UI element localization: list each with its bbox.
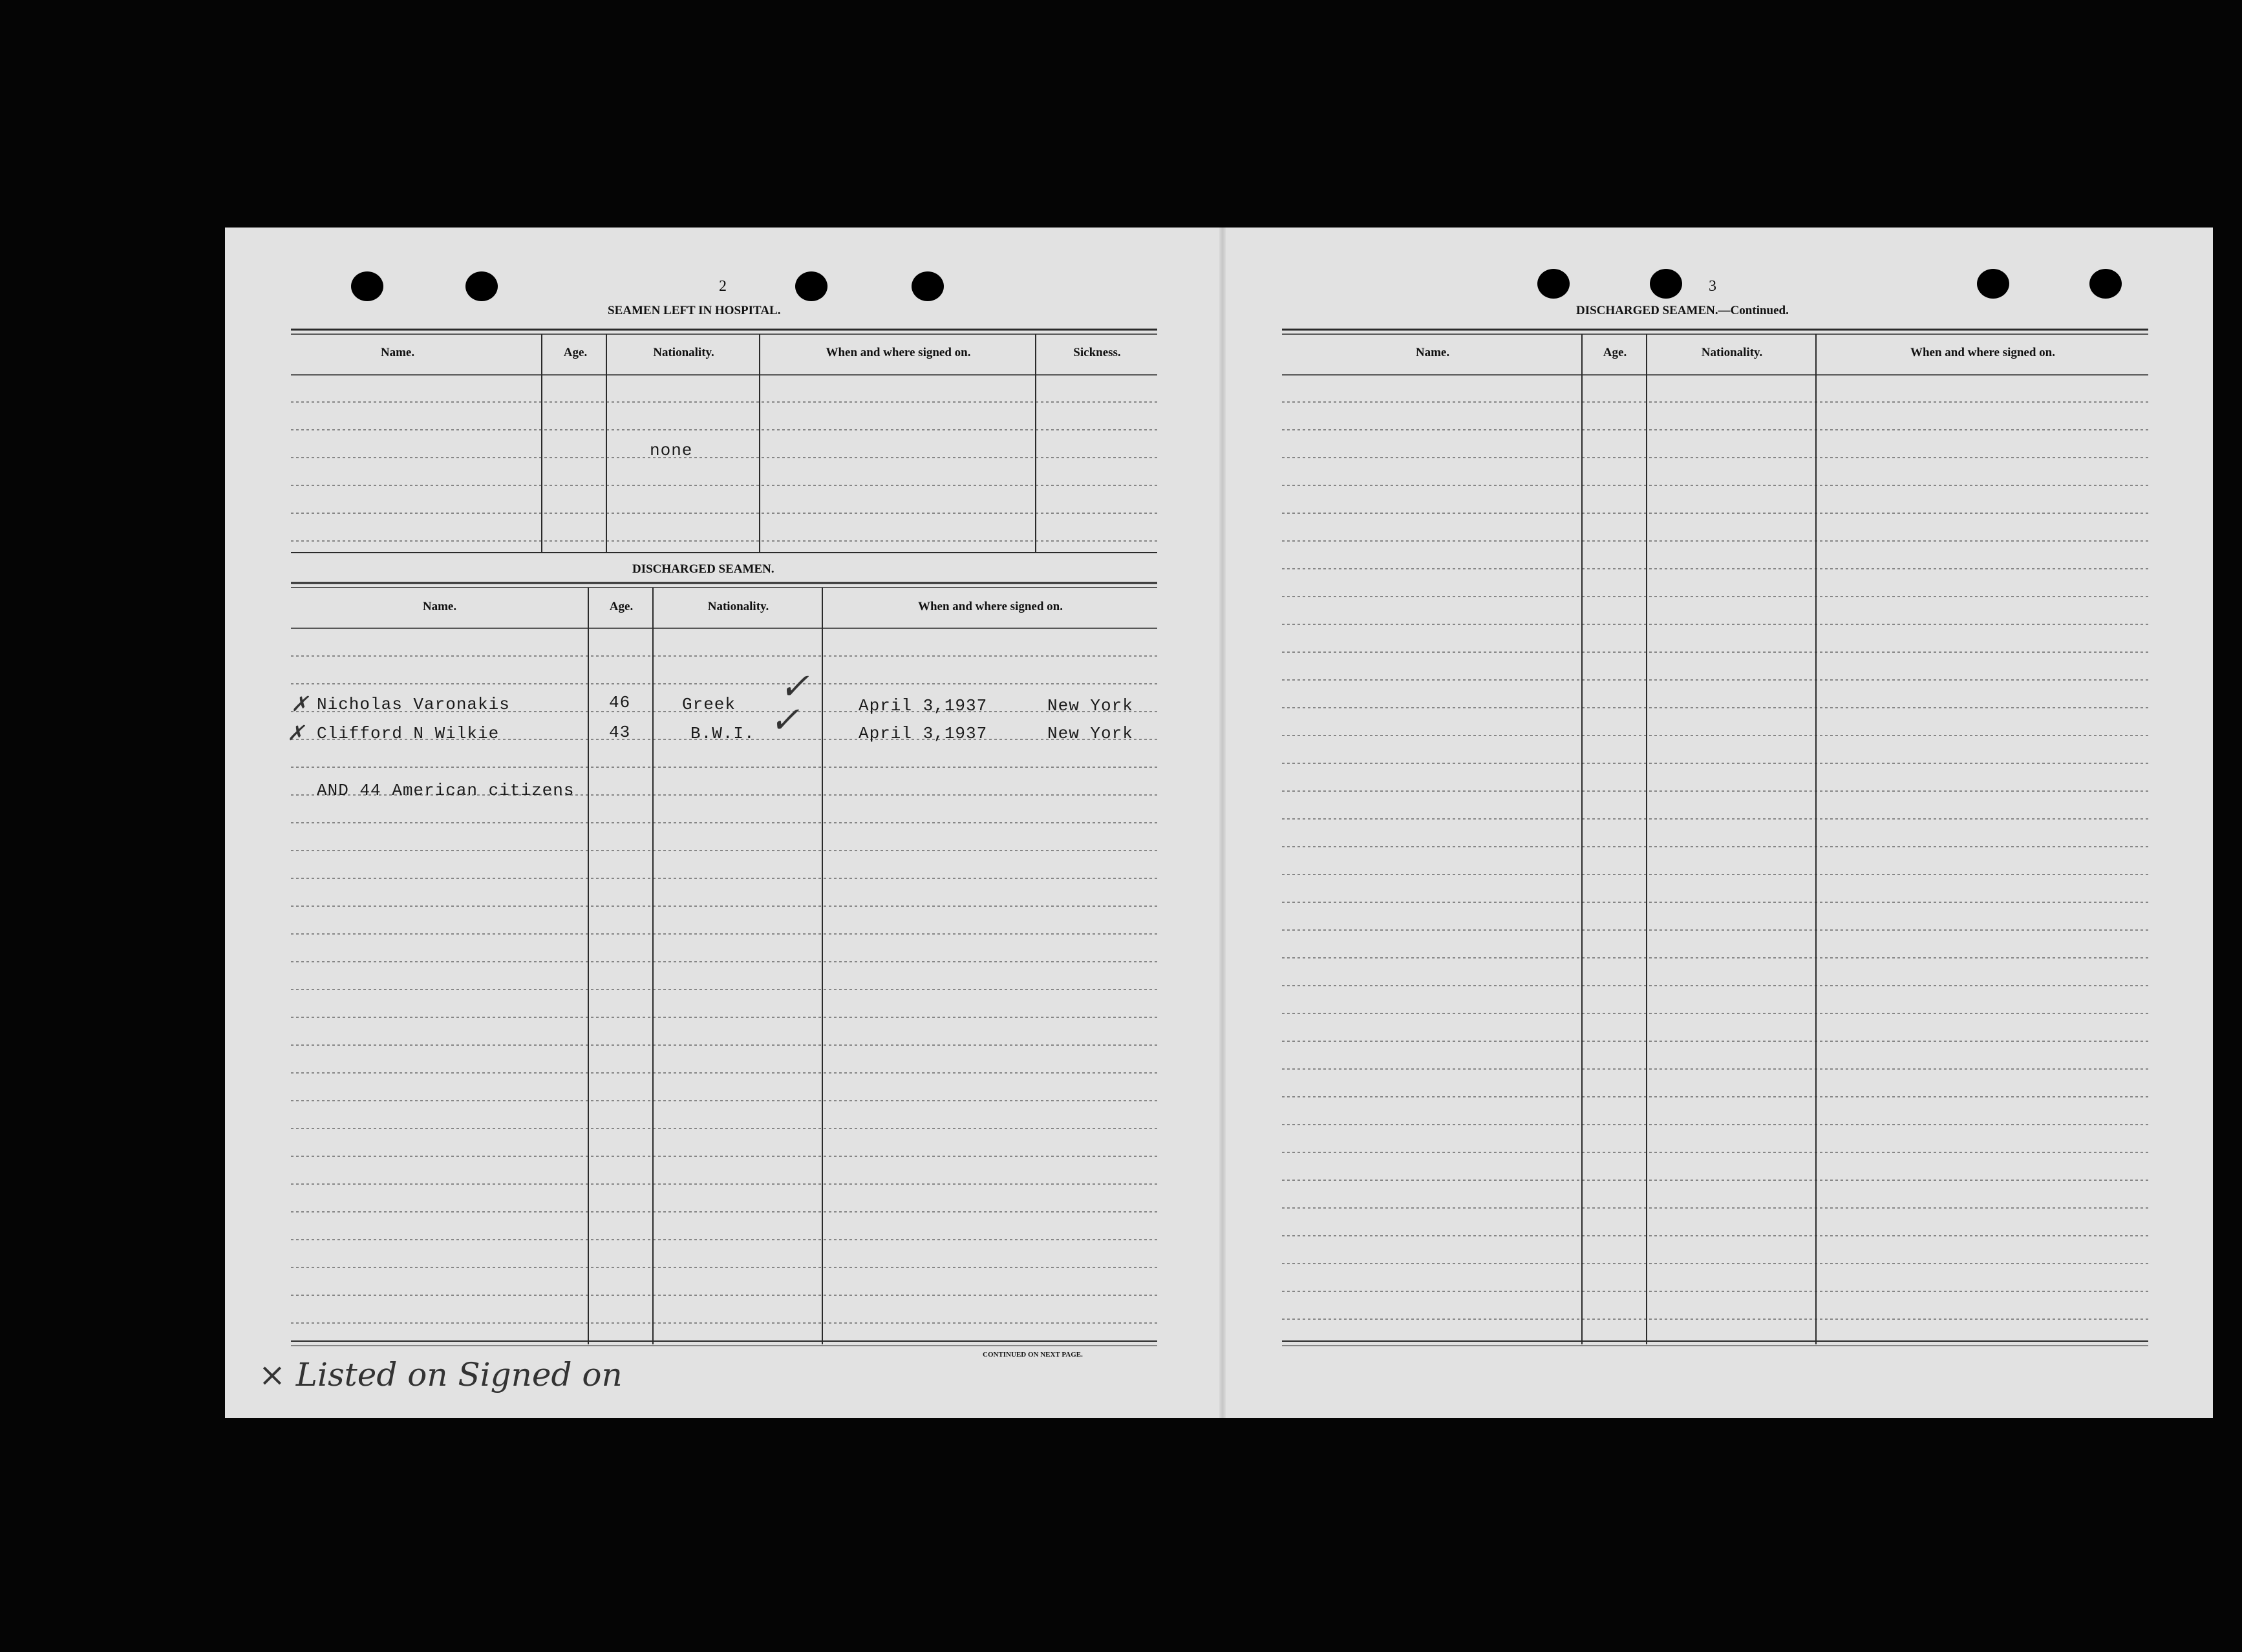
row-check: ✓ [769, 699, 800, 741]
row-signed-place: New York [1047, 696, 1133, 715]
row-nationality: Greek [682, 695, 736, 714]
row-mark: ✗ [291, 692, 308, 716]
right-col-name: Name. [1415, 346, 1450, 359]
discharged-col-signed-on: When and where signed on. [917, 600, 1063, 613]
continued-note: CONTINUED ON NEXT PAGE. [983, 1351, 1083, 1359]
row-age: 43 [609, 723, 631, 742]
row-name: Clifford N Wilkie [317, 724, 500, 743]
hospital-entry: none [650, 441, 693, 460]
page-number-left: 2 [719, 278, 727, 295]
right-section-title: DISCHARGED SEAMEN.—Continued. [1576, 304, 1789, 317]
page-number-right: 3 [1709, 278, 1716, 295]
right-col-signed-on: When and where signed on. [1910, 346, 2055, 359]
handwritten-footer: × Listed on Signed on [259, 1356, 623, 1393]
hospital-col-sickness: Sickness. [1073, 346, 1121, 359]
hospital-col-name: Name. [380, 346, 415, 359]
hospital-section-title: SEAMEN LEFT IN HOSPITAL. [608, 304, 781, 317]
row-signed-date: April 3,1937 [859, 724, 988, 743]
hospital-col-age: Age. [563, 346, 588, 359]
hospital-col-nationality: Nationality. [653, 346, 714, 359]
right-col-age: Age. [1603, 346, 1627, 359]
hospital-col-signed-on: When and where signed on. [826, 346, 971, 359]
row-mark: ✗ [287, 721, 304, 745]
row-name: Nicholas Varonakis [317, 695, 510, 714]
discharged-section-title: DISCHARGED SEAMEN. [632, 562, 774, 576]
right-col-nationality: Nationality. [1701, 346, 1763, 359]
summary-line: AND 44 American citizens [317, 781, 575, 800]
discharged-col-name: Name. [422, 600, 457, 613]
row-signed-place: New York [1047, 724, 1133, 743]
discharged-col-nationality: Nationality. [707, 600, 769, 613]
row-signed-date: April 3,1937 [859, 696, 988, 715]
row-nationality: B.W.I. [690, 724, 755, 743]
row-check: ✓ [779, 666, 809, 708]
discharged-col-age: Age. [609, 600, 634, 613]
row-age: 46 [609, 693, 631, 712]
